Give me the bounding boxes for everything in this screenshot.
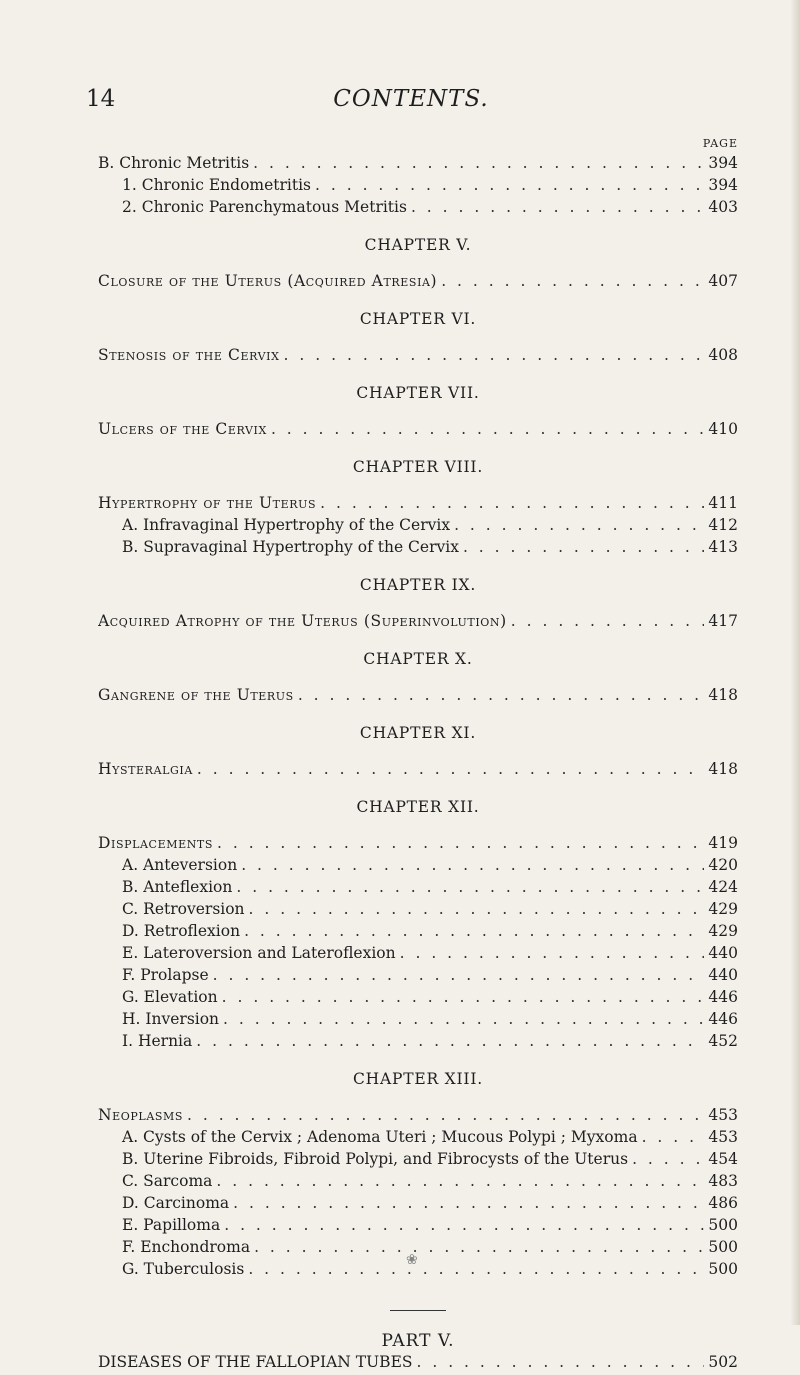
toc-entry[interactable]: [98, 966, 738, 988]
toc-entry-label: Displacements: [98, 834, 213, 852]
toc-entry-label: B. Uterine Fibroids, Fibroid Polypi, and Fibrocysts of the Uterus: [122, 1150, 629, 1168]
leader-dots: [248, 1260, 704, 1278]
toc-entry-label: Acquired Atrophy of the Uterus (Superinvolution): [98, 612, 507, 630]
toc-entry-label: C. Retroversion: [122, 900, 245, 918]
toc-entry-page: 418: [708, 760, 738, 778]
leader-dots: [320, 494, 704, 512]
toc-entry-label: A. Infravaginal Hypertrophy of the Cervix: [122, 516, 451, 534]
leader-dots: [213, 966, 705, 984]
leader-dots: [196, 1032, 704, 1050]
toc-entry-page: 419: [708, 834, 738, 852]
toc-entry-label: B. Anteflexion: [122, 878, 233, 896]
chapter-heading: CHAPTER XII.: [356, 798, 480, 816]
chapter-heading: CHAPTER VI.: [359, 310, 477, 328]
toc-entry[interactable]: [98, 760, 738, 782]
leader-dots: [216, 1172, 704, 1190]
toc-entry-label: C. Sarcoma: [122, 1172, 213, 1190]
toc-entry-label: E. Lateroversion and Lateroflexion: [122, 944, 396, 962]
leader-dots: [441, 272, 704, 290]
table-of-contents: [98, 154, 738, 1375]
leader-dots: [642, 1128, 705, 1146]
toc-entry[interactable]: [98, 1032, 738, 1054]
leader-dots: [454, 516, 704, 534]
toc-entry-label: H. Inversion: [122, 1010, 220, 1028]
toc-entry-label: Ulcers of the Cervix: [98, 420, 267, 438]
toc-entry-label: Neoplasms: [98, 1106, 183, 1124]
toc-entry[interactable]: [98, 1106, 738, 1128]
toc-entry[interactable]: [98, 834, 738, 856]
toc-entry-page: 453: [708, 1106, 738, 1124]
part-heading: PART V.: [381, 1331, 455, 1351]
leader-dots: [463, 538, 704, 556]
toc-entry-page: 394: [708, 154, 738, 172]
toc-entry-page: 500: [708, 1216, 738, 1234]
toc-entry-page: 483: [708, 1172, 738, 1190]
toc-entry[interactable]: [98, 1194, 738, 1216]
toc-entry-label: D. Retroflexion: [122, 922, 241, 940]
toc-entry[interactable]: [98, 516, 738, 538]
leader-dots: [244, 922, 704, 940]
toc-entry-page: 452: [708, 1032, 738, 1050]
chapter-heading: CHAPTER IX.: [359, 576, 477, 594]
toc-entry[interactable]: [98, 856, 738, 878]
toc-entry-label: F. Prolapse: [122, 966, 209, 984]
leader-dots: [222, 988, 705, 1006]
chapter-heading: CHAPTER VII.: [356, 384, 480, 402]
toc-entry-page: 408: [708, 346, 738, 364]
toc-entry-label: A. Cysts of the Cervix ; Adenoma Uteri ; Mucous Polypi ; Myxoma: [122, 1128, 638, 1146]
chapter-heading: CHAPTER VIII.: [352, 458, 484, 476]
toc-entry-page: 417: [708, 612, 738, 630]
running-title: CONTENTS.: [333, 86, 489, 112]
toc-entry[interactable]: [98, 272, 738, 294]
toc-entry-label: Stenosis of the Cervix: [98, 346, 280, 364]
toc-entry-page: 440: [708, 944, 738, 962]
leader-dots: [632, 1150, 704, 1168]
leader-dots: [217, 834, 704, 852]
leader-dots: [254, 1238, 704, 1256]
leader-dots: [187, 1106, 704, 1124]
toc-entry-label: B. Chronic Metritis: [98, 154, 250, 172]
toc-entry[interactable]: [98, 900, 738, 922]
chapter-heading: CHAPTER XI.: [359, 724, 477, 742]
toc-entry[interactable]: [98, 1128, 738, 1150]
toc-entry-label: Gangrene of the Uterus: [98, 686, 294, 704]
toc-entry-label: B. Supravaginal Hypertrophy of the Cervix: [122, 538, 459, 556]
running-header: [86, 86, 736, 116]
toc-entry[interactable]: [98, 612, 738, 634]
toc-entry[interactable]: [98, 878, 738, 900]
toc-entry-page: 407: [708, 272, 738, 290]
toc-entry-label: Hysteralgia: [98, 760, 193, 778]
toc-entry[interactable]: [98, 1010, 738, 1032]
leader-dots: [411, 198, 704, 216]
toc-entry-page: 446: [708, 988, 738, 1006]
leader-dots: [249, 900, 705, 918]
toc-entry[interactable]: [98, 1150, 738, 1172]
leader-dots: [236, 878, 704, 896]
leader-dots: [315, 176, 704, 194]
toc-entry-page: 500: [708, 1238, 738, 1256]
toc-entry[interactable]: [98, 346, 738, 368]
toc-entry-label: E. Papilloma: [122, 1216, 221, 1234]
toc-entry[interactable]: [98, 1172, 738, 1194]
toc-entry-page: 486: [708, 1194, 738, 1212]
leader-dots: [223, 1010, 704, 1028]
toc-entry-page: 403: [708, 198, 738, 216]
leader-dots: [253, 154, 704, 172]
toc-entry-label: G. Elevation: [122, 988, 218, 1006]
toc-entry[interactable]: [98, 198, 738, 220]
leader-dots: [224, 1216, 704, 1234]
toc-entry-page: 413: [708, 538, 738, 556]
toc-entry-page: 420: [708, 856, 738, 874]
toc-entry-label: Closure of the Uterus (Acquired Atresia): [98, 272, 438, 290]
toc-entry-page: 453: [708, 1128, 738, 1146]
toc-entry-label: D. Carcinoma: [122, 1194, 230, 1212]
toc-entry[interactable]: [98, 1260, 738, 1282]
toc-entry[interactable]: [98, 988, 738, 1010]
toc-entry-page: 424: [708, 878, 738, 896]
page-edge-shadow: [790, 0, 800, 1325]
toc-entry-page: 412: [708, 516, 738, 534]
toc-entry-label: A. Anteversion: [122, 856, 238, 874]
leader-dots: [511, 612, 705, 630]
ink-smudge-mark: ❀: [406, 1252, 418, 1268]
toc-entry-label: G. Tuberculosis: [122, 1260, 245, 1278]
toc-entry[interactable]: [98, 420, 738, 442]
toc-entry-page: 411: [708, 494, 738, 512]
leader-dots: [241, 856, 704, 874]
toc-entry-page: 440: [708, 966, 738, 984]
page-number: 14: [86, 86, 116, 112]
toc-entry-label: 2. Chronic Parenchymatous Metritis: [122, 198, 407, 216]
leader-dots: [417, 1353, 705, 1371]
toc-entry-label: I. Hernia: [122, 1032, 193, 1050]
toc-entry-page: 502: [708, 1353, 738, 1371]
toc-entry-page: 394: [708, 176, 738, 194]
toc-entry-page: 429: [708, 900, 738, 918]
toc-entry-label: DISEASES OF THE FALLOPIAN TUBES: [98, 1353, 413, 1371]
toc-entry[interactable]: [98, 1216, 738, 1238]
toc-entry-page: 418: [708, 686, 738, 704]
toc-entry[interactable]: [98, 538, 738, 560]
leader-dots: [197, 760, 705, 778]
toc-entry-page: 500: [708, 1260, 738, 1278]
toc-entry-label: Hypertrophy of the Uterus: [98, 494, 317, 512]
toc-entry-page: 446: [708, 1010, 738, 1028]
toc-entry-page: 454: [708, 1150, 738, 1168]
chapter-heading: CHAPTER X.: [363, 650, 473, 668]
toc-entry-page: 410: [708, 420, 738, 438]
chapter-heading: CHAPTER XIII.: [353, 1070, 483, 1088]
toc-entry[interactable]: [98, 1238, 738, 1260]
leader-dots: [271, 420, 704, 438]
toc-entry[interactable]: [98, 1353, 738, 1375]
toc-entry[interactable]: [98, 176, 738, 198]
section-divider: [390, 1310, 446, 1311]
chapter-heading: CHAPTER V.: [364, 236, 472, 254]
toc-entry[interactable]: [98, 944, 738, 966]
leader-dots: [400, 944, 705, 962]
toc-entry-label: F. Enchondroma: [122, 1238, 251, 1256]
leader-dots: [233, 1194, 704, 1212]
page-column-label: PAGE: [702, 137, 738, 150]
toc-entry[interactable]: [98, 922, 738, 944]
toc-entry[interactable]: [98, 494, 738, 516]
toc-entry-label: 1. Chronic Endometritis: [122, 176, 312, 194]
toc-entry[interactable]: [98, 686, 738, 708]
toc-entry-page: 429: [708, 922, 738, 940]
leader-dots: [298, 686, 705, 704]
toc-entry[interactable]: [98, 154, 738, 176]
leader-dots: [284, 346, 705, 364]
